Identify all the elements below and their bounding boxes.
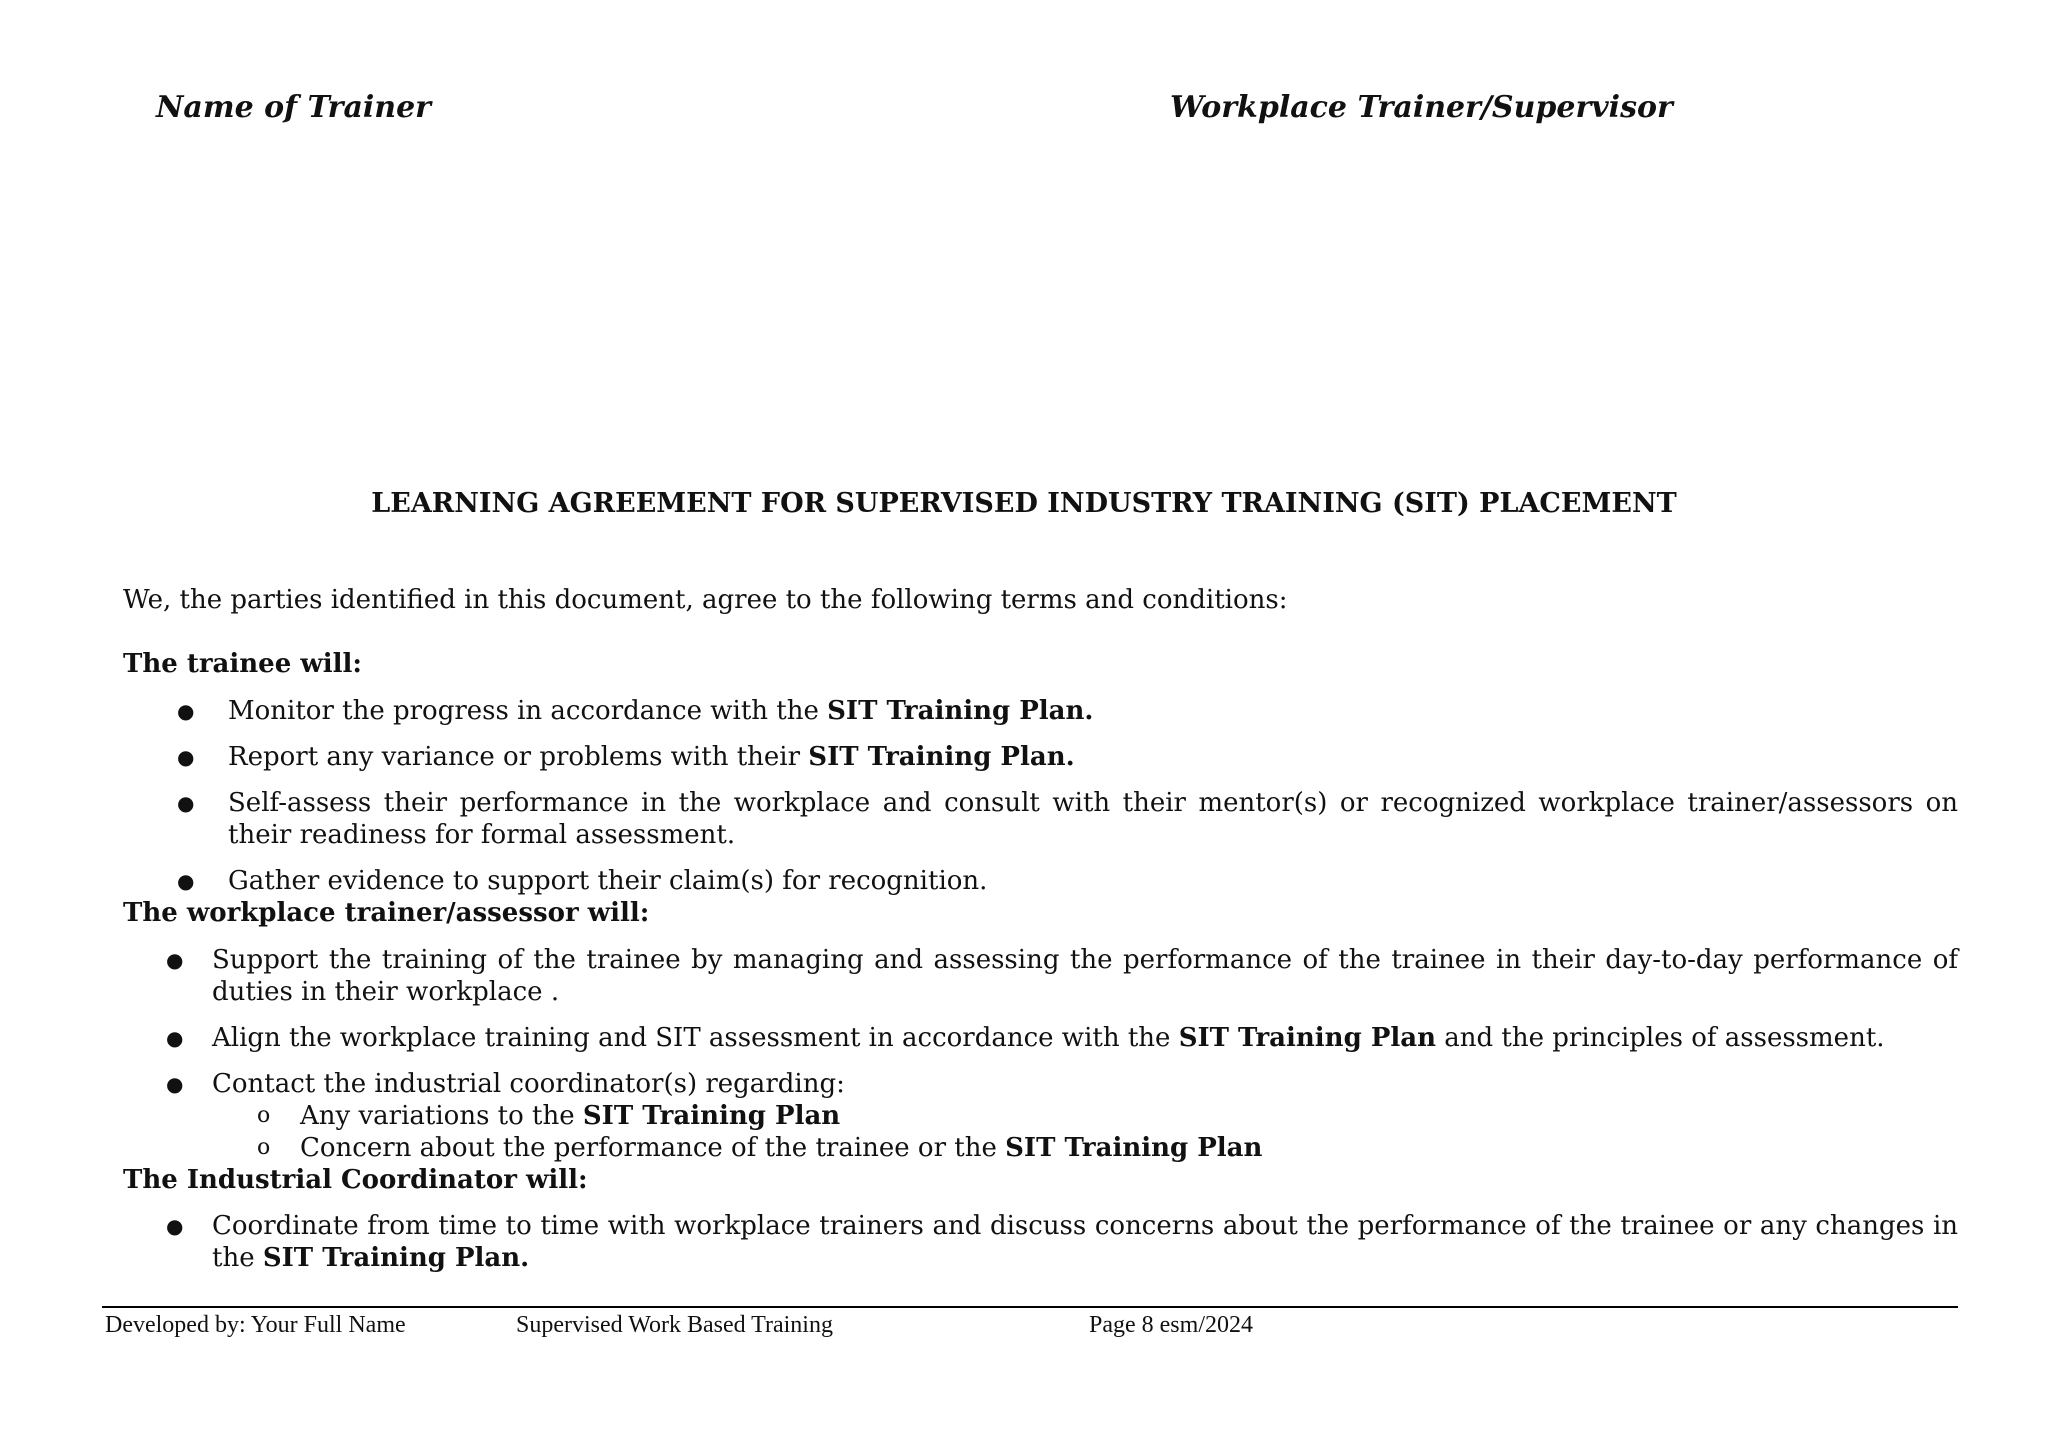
bullet-icon: ● xyxy=(166,948,184,972)
trainee-heading: The trainee will: xyxy=(123,649,362,679)
workplace-trainer-subitem-1 xyxy=(300,1100,840,1132)
workplace-trainer-subitem-1-text: Any variations to the xyxy=(300,1101,583,1131)
workplace-trainer-item-2 xyxy=(212,1022,1885,1054)
sub-bullet-icon: o xyxy=(257,1103,271,1128)
trainee-item-4: Gather evidence to support their claim(s) for recognition. xyxy=(228,866,988,896)
workplace-trainer-subitem-2 xyxy=(300,1132,1262,1164)
trainee-item-2-bold: SIT Training Plan. xyxy=(808,742,1075,772)
trainee-item-2 xyxy=(228,741,1075,773)
bullet-icon: ● xyxy=(177,745,195,769)
coordinator-item-1-bold: SIT Training Plan. xyxy=(262,1243,530,1273)
page-title: LEARNING AGREEMENT FOR SUPERVISED INDUSTRY TRAINING (SIT) PLACEMENT xyxy=(371,488,1677,519)
bullet-icon: ● xyxy=(177,699,195,723)
trainee-item-1 xyxy=(228,695,1094,727)
workplace-trainer-item-3: Contact the industrial coordinator(s) regarding: xyxy=(212,1069,845,1099)
bullet-icon: ● xyxy=(166,1026,184,1050)
intro-paragraph: We, the parties identified in this document, agree to the following terms and conditions: xyxy=(123,585,1288,615)
trainer-name-label: Name of Trainer xyxy=(156,90,431,125)
workplace-supervisor-label: Workplace Trainer/Supervisor xyxy=(1170,90,1673,125)
workplace-trainer-subitem-2-text: Concern about the performance of the trainee or the xyxy=(300,1133,1006,1163)
footer-page-number: Page 8 esm/2024 xyxy=(1089,1312,1253,1338)
trainee-item-1-bold: SIT Training Plan. xyxy=(827,696,1094,726)
footer-developed-by: Developed by: Your Full Name xyxy=(105,1312,406,1338)
trainee-item-3: Self-assess their performance in the workplace and consult with their mentor(s) or recognized workplace trainer/assessors on their readiness for formal assessment. xyxy=(228,788,1958,850)
footer-course-name: Supervised Work Based Training xyxy=(516,1312,833,1338)
bullet-icon: ● xyxy=(177,791,195,815)
workplace-trainer-heading: The workplace trainer/assessor will: xyxy=(123,898,650,928)
trainee-item-2-text: Report any variance or problems with their xyxy=(228,742,809,772)
bullet-icon: ● xyxy=(166,1214,184,1238)
workplace-trainer-subitem-1-bold: SIT Training Plan xyxy=(582,1101,841,1131)
trainee-item-1-text: Monitor the progress in accordance with the xyxy=(228,696,828,726)
workplace-trainer-item-2-tail: and the principles of assessment. xyxy=(1436,1023,1885,1053)
workplace-trainer-item-1: Support the training of the trainee by managing and assessing the performance of the trainee in their day-to-day performance of duties in their workplace . xyxy=(212,945,1958,1007)
coordinator-item-1-text: Coordinate from time to time with workplace trainers and discuss concerns about the performance of the trainee or any changes in the xyxy=(212,1211,1958,1273)
bullet-icon: ● xyxy=(166,1072,184,1096)
workplace-trainer-subitem-2-bold: SIT Training Plan xyxy=(1005,1133,1263,1163)
footer-divider xyxy=(102,1306,1958,1308)
sub-bullet-icon: o xyxy=(257,1135,271,1160)
coordinator-heading: The Industrial Coordinator will: xyxy=(123,1165,588,1195)
bullet-icon: ● xyxy=(177,869,195,893)
workplace-trainer-item-2-text: Align the workplace training and SIT assessment in accordance with the xyxy=(212,1023,1179,1053)
coordinator-item-1 xyxy=(212,1210,1958,1274)
workplace-trainer-item-2-bold: SIT Training Plan xyxy=(1178,1023,1436,1053)
